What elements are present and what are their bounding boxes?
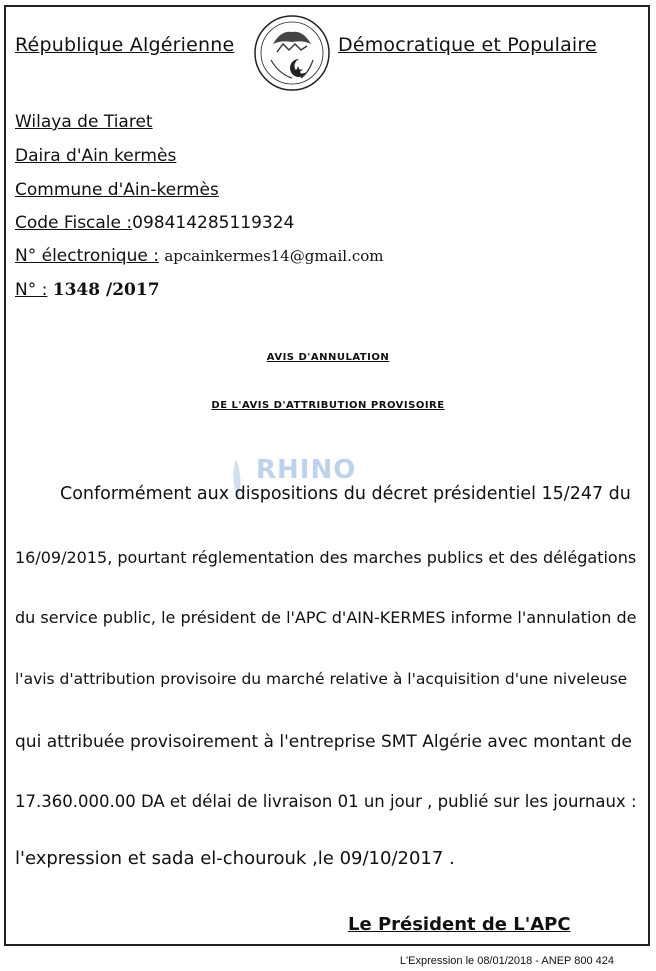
- numero-label: N° :: [15, 280, 48, 300]
- commune-line: [15, 180, 219, 200]
- body-line-3: du service public, le président de l'APC d'AIN-KERMES informe l'annulation de: [15, 608, 637, 627]
- header-democratique: Démocratique et Populaire: [338, 34, 597, 56]
- body-line-5: qui attribuée provisoirement à l'entreprise SMT Algérie avec montant de: [15, 732, 632, 752]
- wilaya-text: Wilaya de Tiaret: [15, 112, 153, 132]
- title-line-2: DE L'AVIS D'ATTRIBUTION PROVISOIRE: [211, 400, 445, 411]
- body-line-4: l'avis d'attribution provisoire du marché relative à l'acquisition d'une niveleuse: [15, 670, 628, 688]
- body-line-7: l'expression et sada el-chourouk ,le 09/10/2017 .: [15, 848, 455, 869]
- body-line-6: 17.360.000.00 DA et délai de livraison 01 un jour , publié sur les journaux :: [15, 792, 637, 811]
- code-fiscal-value: 098414285119324: [132, 213, 295, 233]
- wilaya-line: [15, 112, 153, 132]
- email-label: N° électronique :: [15, 246, 159, 266]
- daira-text: Daira d'Ain kermès: [15, 146, 177, 166]
- body-line-1: Conformément aux dispositions du décret présidentiel 15/247 du: [60, 484, 631, 504]
- email-value: apcainkermes14@gmail.com: [164, 247, 384, 265]
- email-line: [15, 246, 384, 266]
- publication-footer: L'Expression le 08/01/2018 - ANEP 800 424: [399, 955, 614, 967]
- code-fiscal-line: [15, 213, 294, 233]
- watermark-text: RHINO: [256, 455, 357, 485]
- national-emblem: [253, 14, 331, 92]
- numero-value: 1348 /2017: [52, 280, 160, 300]
- code-fiscal-label: Code Fiscale :: [15, 213, 133, 233]
- body-line-2: 16/09/2015, pourtant réglementation des marches publics et des délégations: [15, 548, 637, 567]
- signature-president: Le Président de L'APC: [348, 914, 571, 935]
- daira-line: [15, 146, 176, 166]
- numero-line: [15, 280, 160, 300]
- header-republique: République Algérienne: [15, 34, 235, 56]
- commune-text: Commune d'Ain-kermès: [15, 180, 219, 200]
- title-line-1: AVIS D'ANNULATION: [266, 352, 390, 363]
